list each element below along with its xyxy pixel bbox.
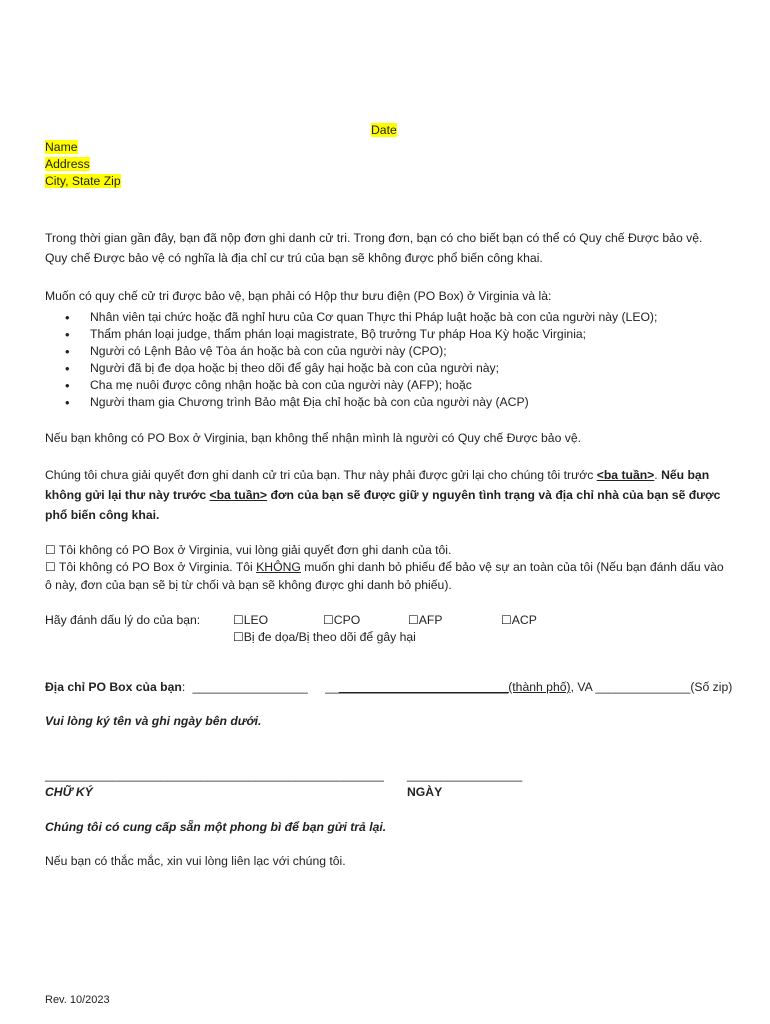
checkbox[interactable]: ☐	[323, 613, 334, 627]
revision-footer: Rev. 10/2023	[45, 994, 110, 1006]
date-placeholder: Date	[371, 123, 397, 137]
checkbox[interactable]: ☐	[501, 613, 512, 627]
deadline-placeholder-2: <ba tuần>	[209, 488, 268, 502]
pending-paragraph	[45, 465, 725, 525]
checkbox[interactable]: ☐	[233, 630, 244, 644]
reason-threatened[interactable]	[233, 630, 416, 644]
deadline-placeholder: <ba tuần>	[596, 468, 655, 482]
list-item: • Người tham gia Chương trình Bảo mật Địa chỉ hoặc bà con của người này (ACP)	[45, 394, 657, 411]
contact-note: Nếu bạn có thắc mắc, xin vui lòng liên lạc với chúng tôi.	[45, 854, 346, 868]
warning-text: Nếu bạn không gửi lại thư này trước	[45, 468, 710, 502]
checkbox[interactable]: ☐	[45, 560, 56, 574]
requirement-intro: Muốn có quy chế cử tri được bảo vệ, bạn phải có Hộp thư bưu điện (PO Box) ở Virginia và là:	[45, 289, 552, 303]
reason-leo[interactable]	[233, 613, 268, 627]
pending-text: Chúng tôi chưa giải quyết đơn ghi danh cử tri của bạn. Thư này phải được gửi lại cho chúng tôi trước	[45, 468, 597, 482]
zip-label: (Số zip)	[690, 680, 733, 694]
list-item: • Nhân viên tại chức hoặc đã nghỉ hưu của Cơ quan Thực thi Pháp luật hoặc bà con của người này (LEO);	[45, 309, 657, 326]
city-field-lead[interactable]: __	[325, 680, 339, 694]
signature-label: CHỮ KÝ	[45, 785, 93, 799]
city-label: (thành phố)	[508, 680, 571, 694]
address-placeholder: Address	[45, 157, 90, 171]
date-line[interactable]: _________________	[407, 768, 523, 782]
reason-cpo[interactable]	[323, 613, 360, 627]
city-field[interactable]: _________________________	[338, 680, 509, 694]
reason-acp[interactable]	[501, 613, 537, 627]
option-decline-registration[interactable]	[45, 558, 725, 594]
checkbox[interactable]: ☐	[408, 613, 419, 627]
not-emphasis: KHÔNG	[256, 560, 301, 574]
checkbox[interactable]: ☐	[233, 613, 244, 627]
list-item: • Thẩm phán loại judge, thẩm phán loại magistrate, Bộ trưởng Tư pháp Hoa Kỳ hoặc Virginia;	[45, 326, 657, 343]
pending-text-2: .	[654, 468, 662, 482]
no-po-box-notice: Nếu bạn không có PO Box ở Virginia, bạn không thể nhận mình là người có Quy chế Được bảo vệ.	[45, 431, 582, 445]
reason-option-label: ACP	[511, 613, 537, 627]
eligibility-list	[45, 309, 657, 411]
option-label-2: muốn ghi danh bỏ phiếu để bảo vệ sự an toàn của tôi (Nếu bạn đánh dấu vào ô này, đơn của bạn sẽ bị từ chối và bạn sẽ không được ghi danh bỏ phiếu).	[45, 560, 724, 592]
date-label: NGÀY	[407, 785, 443, 799]
reason-option-label: Bị đe dọa/Bị theo dõi để gây hại	[243, 630, 416, 644]
zip-field[interactable]: , VA ______________	[570, 680, 691, 694]
envelope-note: Chúng tôi có cung cấp sẵn một phong bì để bạn gửi trả lại.	[45, 820, 387, 834]
option-label: Tôi không có PO Box ở Virginia. Tôi	[55, 560, 257, 574]
reason-label: Hãy đánh dấu lý do của bạn:	[45, 613, 201, 627]
list-item: • Người đã bị đe dọa hoặc bị theo dõi để gây hại hoặc bà con của người này;	[45, 360, 657, 377]
po-box-colon: :	[181, 680, 186, 694]
option-label: Tôi không có PO Box ở Virginia, vui lòng giải quyết đơn ghi danh của tôi.	[55, 543, 452, 557]
name-placeholder: Name	[45, 140, 78, 154]
list-item: • Cha mẹ nuôi được công nhận hoặc bà con của người này (AFP); hoặc	[45, 377, 657, 394]
reason-afp[interactable]	[408, 613, 442, 627]
po-box-address-row	[45, 680, 732, 694]
option-process-application[interactable]	[45, 543, 451, 557]
po-box-field[interactable]: _________________	[192, 680, 308, 694]
reason-option-label: LEO	[243, 613, 269, 627]
signature-line[interactable]: __________________________________________________	[45, 768, 384, 782]
list-item: • Người có Lệnh Bảo vệ Tòa án hoặc bà con của người này (CPO);	[45, 343, 657, 360]
intro-paragraph: Trong thời gian gần đây, bạn đã nộp đơn ghi danh cử tri. Trong đơn, bạn có cho biết bạn có thể có Quy chế Được bảo vệ. Quy chế Được bảo vệ có nghĩa là địa chỉ cư trú của bạn sẽ không được phổ biến công khai.	[45, 231, 703, 265]
reason-option-label: CPO	[333, 613, 361, 627]
sign-instruction: Vui lòng ký tên và ghi ngày bên dưới.	[45, 714, 262, 728]
po-box-label: Địa chỉ PO Box của bạn	[45, 680, 182, 694]
reason-option-label: AFP	[418, 613, 443, 627]
warning-text-2: đơn của bạn sẽ được giữ y nguyên tình trạng và địa chỉ nhà của bạn sẽ được phổ biến công khai.	[45, 488, 721, 522]
city-state-zip-placeholder: City, State Zip	[45, 174, 121, 188]
checkbox[interactable]: ☐	[45, 543, 56, 557]
